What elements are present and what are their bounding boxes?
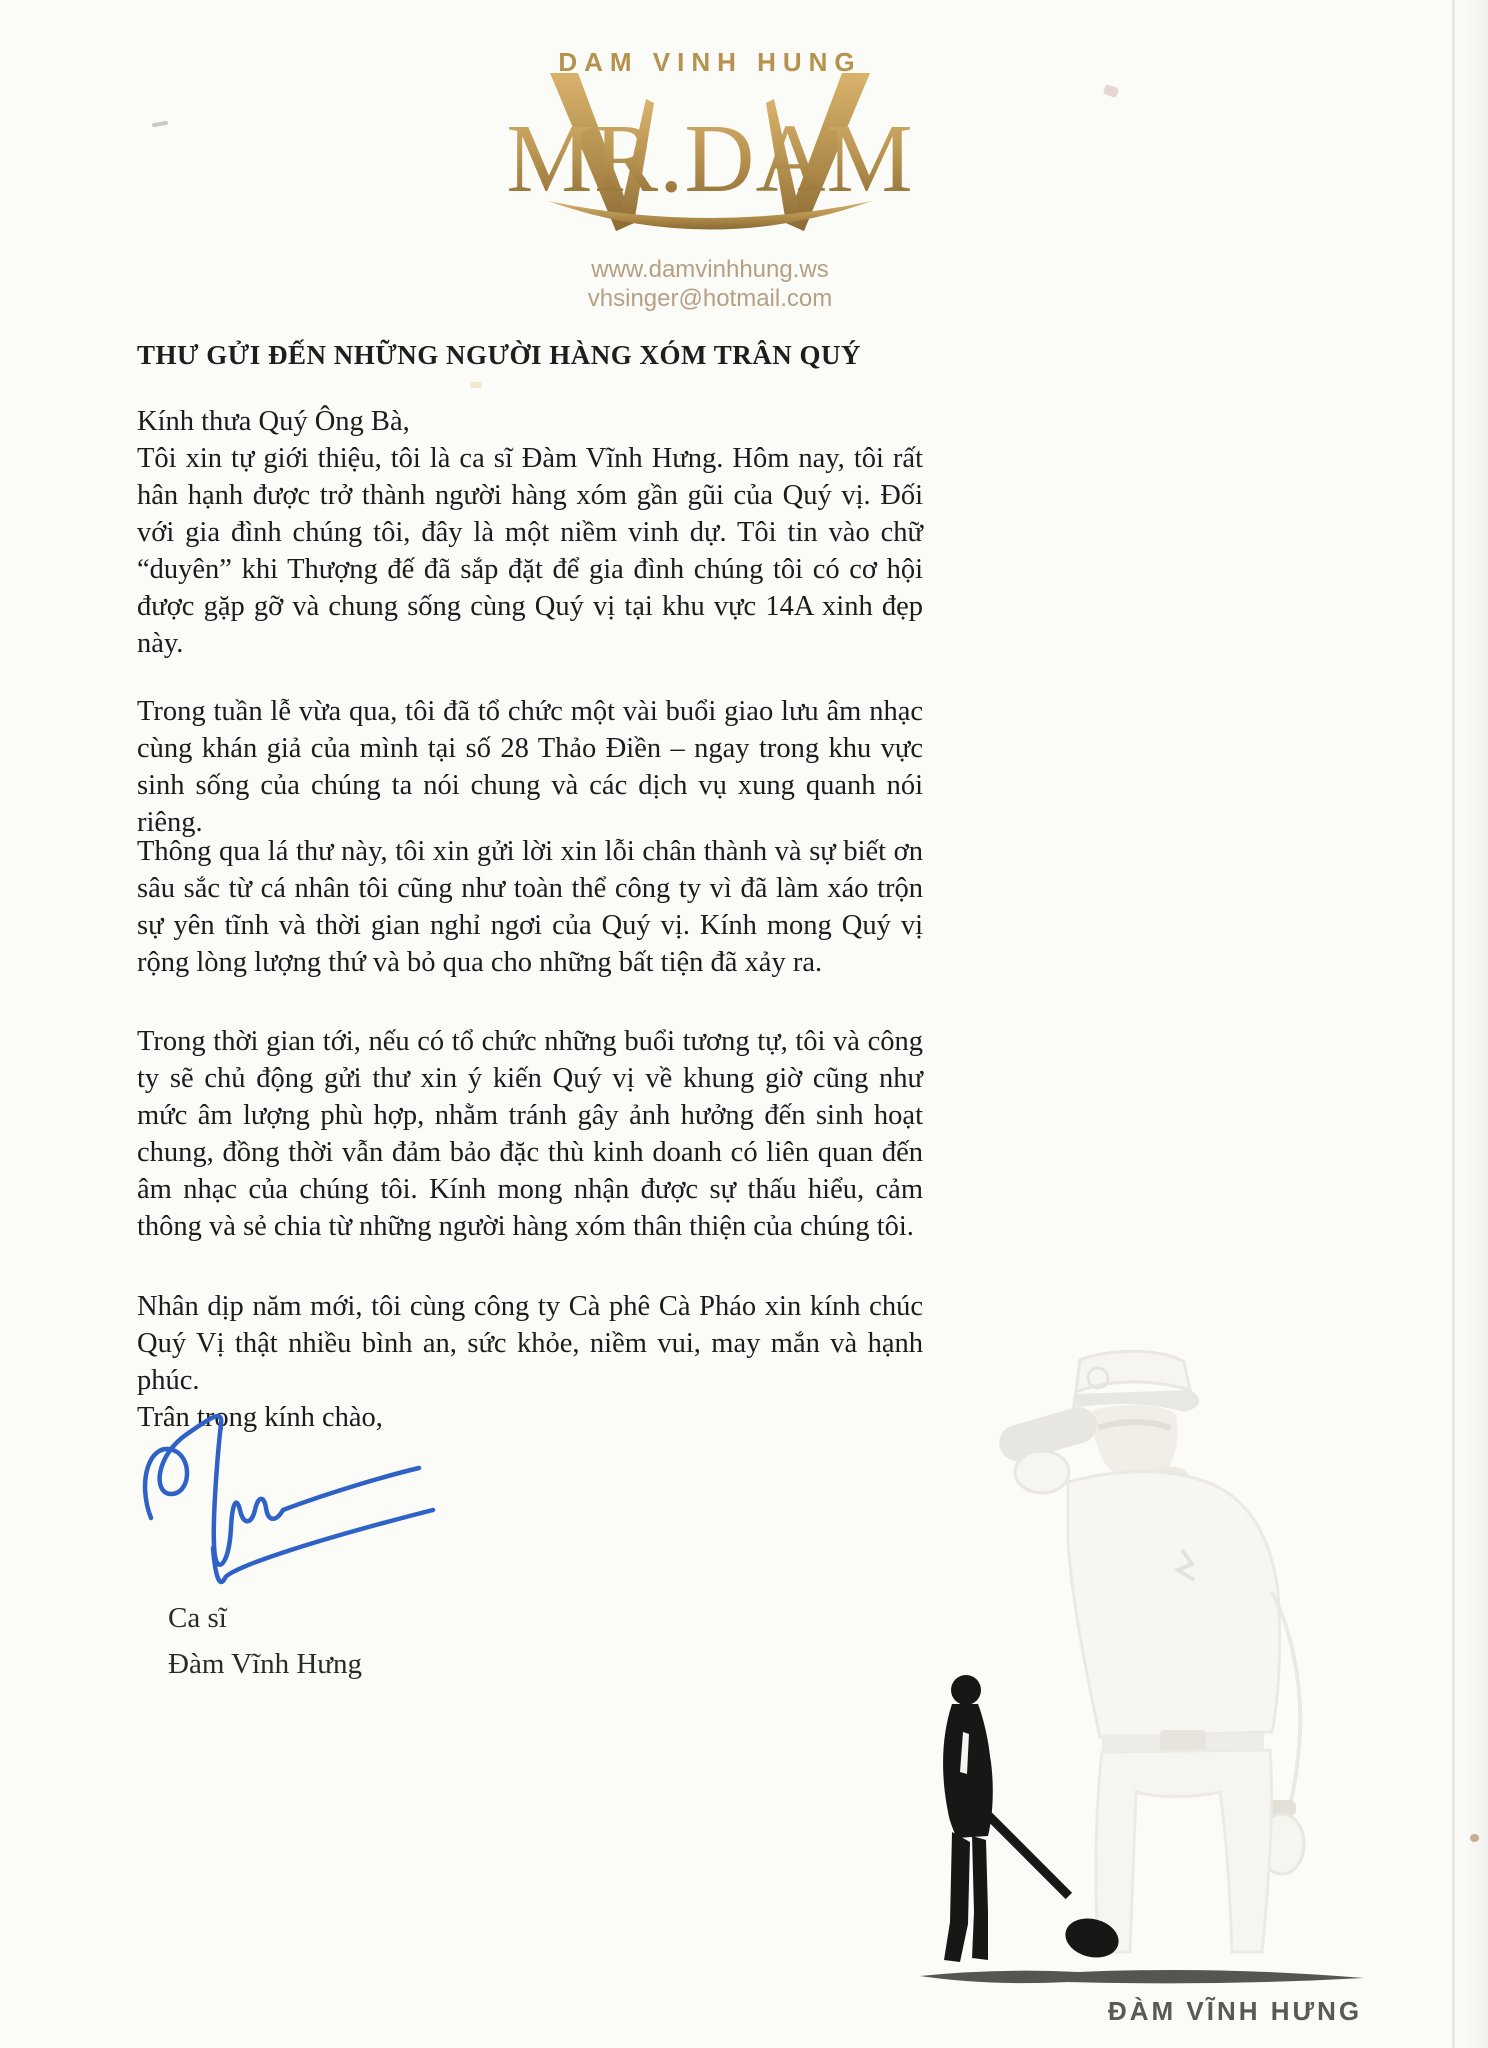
logo-email: vhsinger@hotmail.com (587, 285, 833, 312)
footer-brand-name: ĐÀM VĨNH HƯNG (1108, 1996, 1363, 2026)
logo-website: www.damvinhhung.ws (591, 256, 829, 283)
logo-wordmark-main: MR.DAM (506, 105, 914, 212)
singer-silhouette (930, 1672, 1180, 1972)
page-edge-shade (1460, 0, 1488, 2048)
signer-name: Đàm Vĩnh Hưng (168, 1648, 363, 1680)
page-fold-line (1452, 0, 1455, 2048)
letter-paragraph-block (137, 1023, 923, 1245)
letter-intro-block (137, 403, 923, 662)
letter-paragraph-block (137, 833, 923, 981)
brush-stroke-line (918, 1966, 1366, 1988)
letter-paragraph: Trong tuần lễ vừa qua, tôi đã tổ chức một vài buổi giao lưu âm nhạc cùng khán giả của mình tại số 28 Thảo Điền – ngay trong khu vực sinh sống của chúng ta nói chung và các dịch vụ xung quanh nói riêng. (137, 696, 923, 838)
letter-closing: Trân trọng kính chào, (137, 1402, 383, 1433)
scan-artifact (152, 121, 168, 128)
mrdam-logo-icon (450, 73, 970, 253)
scan-artifact (1103, 84, 1120, 98)
scan-artifact (470, 382, 482, 388)
letter-greeting: Kính thưa Quý Ông Bà, (137, 406, 410, 437)
letter-paragraph-block (137, 693, 923, 841)
logo-wordmark-top: DAM VINH HUNG (558, 47, 862, 77)
letter-paragraph: Thông qua lá thư này, tôi xin gửi lời xin lỗi chân thành và sự biết ơn sâu sắc từ cá nhân tôi cũng như toàn thể công ty vì đã làm xáo trộn sự yên tĩnh và thời gian nghỉ ngơi của Quý vị. Kính mong Quý vị rộng lòng lượng thứ và bỏ qua cho những bất tiện đã xảy ra. (137, 836, 923, 978)
logo (450, 45, 970, 313)
signer-role: Ca sĩ (168, 1602, 227, 1634)
signer-block (168, 1595, 362, 1687)
letter-paragraph: Tôi xin tự giới thiệu, tôi là ca sĩ Đàm Vĩnh Hưng. Hôm nay, tôi rất hân hạnh được trở thành người hàng xóm gần gũi của Quý vị. Đối với gia đình chúng tôi, đây là một niềm vinh dự. Tôi tin vào chữ “duyên” khi Thượng đế đã sắp đặt để gia đình chúng tôi có cơ hội được gặp gỡ và chung sống cùng Quý vị tại khu vực 14A xinh đẹp này. (137, 443, 923, 659)
letter-paragraph: Nhân dịp năm mới, tôi cùng công ty Cà phê Cà Pháo xin kính chúc Quý Vị thật nhiều bình an, sức khỏe, niềm vui, may mắn và hạnh phúc. (137, 1291, 923, 1396)
letter-title: THƯ GỬI ĐẾN NHỮNG NGƯỜI HÀNG XÓM TRÂN QUÝ (137, 340, 861, 370)
signature-ink (135, 1398, 445, 1593)
letter-paragraph: Trong thời gian tới, nếu có tổ chức những buổi tương tự, tôi và công ty sẽ chủ động gửi thư xin ý kiến Quý vị về khung giờ cũng như mức âm lượng phù hợp, nhằm tránh gây ảnh hưởng đến sinh hoạt chung, đồng thời vẫn đảm bảo đặc thù kinh doanh có liên quan đến âm nhạc của chúng tôi. Kính mong nhận được sự thấu hiểu, cảm thông và sẻ chia từ những người hàng xóm thân thiện của chúng tôi. (137, 1026, 923, 1242)
